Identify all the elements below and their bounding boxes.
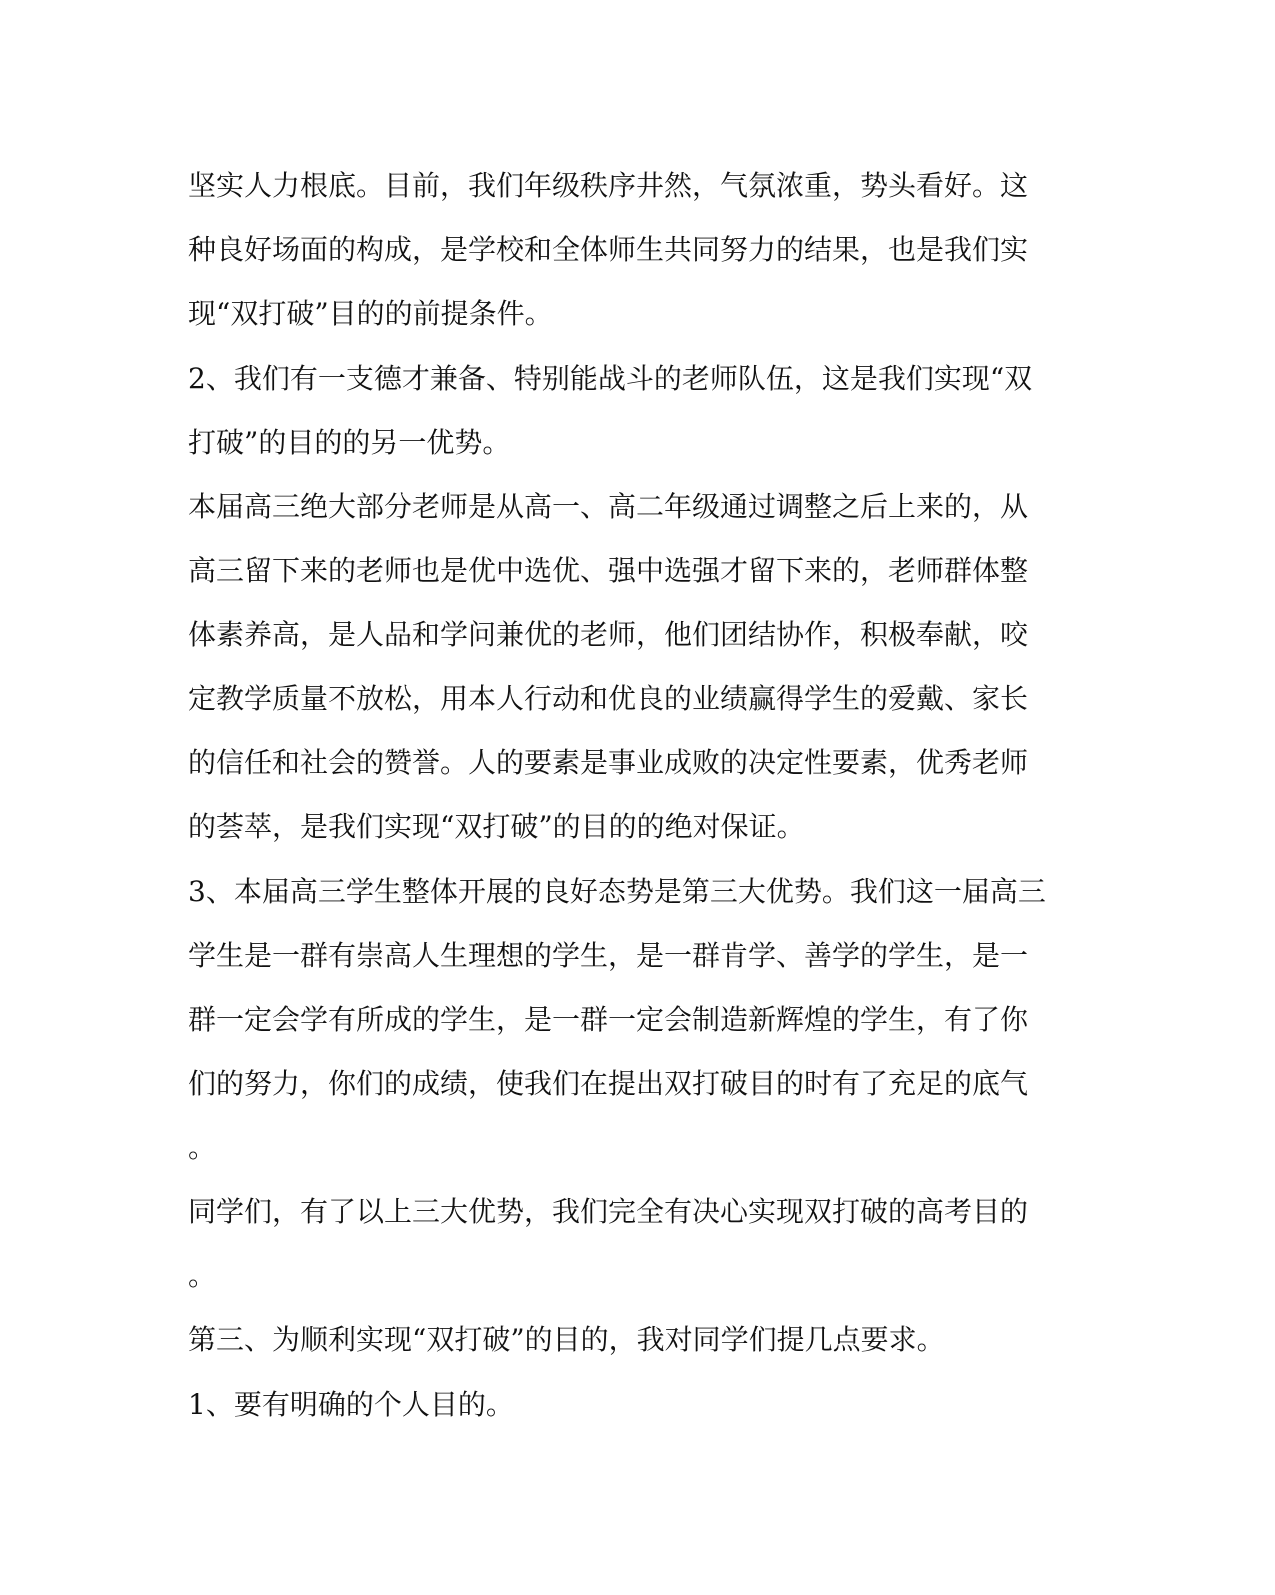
text-line: 坚实人力根底。目前，我们年级秩序井然，气氛浓重，势头看好。这 (188, 169, 1029, 202)
text-line: 定教学质量不放松，用本人行动和优良的业绩赢得学生的爱戴、家长 (188, 682, 1029, 715)
text-line: 本届高三绝大部分老师是从高一、高二年级通过调整之后上来的，从 (188, 490, 1029, 523)
text-line: 3、本届高三学生整体开展的良好态势是第三大优势。我们这一届高三 (188, 875, 1046, 908)
text-line: 高三留下来的老师也是优中选优、强中选强才留下来的，老师群体整 (188, 554, 1029, 587)
text-line: 第三、为顺利实现“双打破”的目的，我对同学们提几点要求。 (188, 1323, 945, 1356)
text-line: 们的努力，你们的成绩，使我们在提出双打破目的时有了充足的底气 (188, 1067, 1029, 1100)
text-line: 1、要有明确的个人目的。 (188, 1388, 514, 1421)
text-line: 学生是一群有崇高人生理想的学生，是一群肯学、善学的学生，是一 (188, 939, 1029, 972)
text-line: 种良好场面的构成，是学校和全体师生共同努力的结果，也是我们实 (188, 233, 1029, 266)
text-line: 的信任和社会的赞誉。人的要素是事业成败的决定性要素，优秀老师 (188, 746, 1029, 779)
text-line: 的荟萃，是我们实现“双打破”的目的的绝对保证。 (188, 810, 805, 843)
text-line: 2、我们有一支德才兼备、特别能战斗的老师队伍，这是我们实现“双 (188, 362, 1033, 395)
text-line: 打破”的目的的另一优势。 (188, 426, 511, 459)
text-line: 体素养高，是人品和学问兼优的老师，他们团结协作，积极奉献，咬 (188, 618, 1029, 651)
text-line: 现“双打破”目的的前提条件。 (188, 297, 553, 330)
text-line: 群一定会学有所成的学生，是一群一定会制造新辉煌的学生，有了你 (188, 1003, 1029, 1036)
text-line: 。 (188, 1131, 217, 1164)
text-line: 。 (188, 1259, 217, 1292)
text-line: 同学们，有了以上三大优势，我们完全有决心实现双打破的高考目的 (188, 1195, 1029, 1228)
